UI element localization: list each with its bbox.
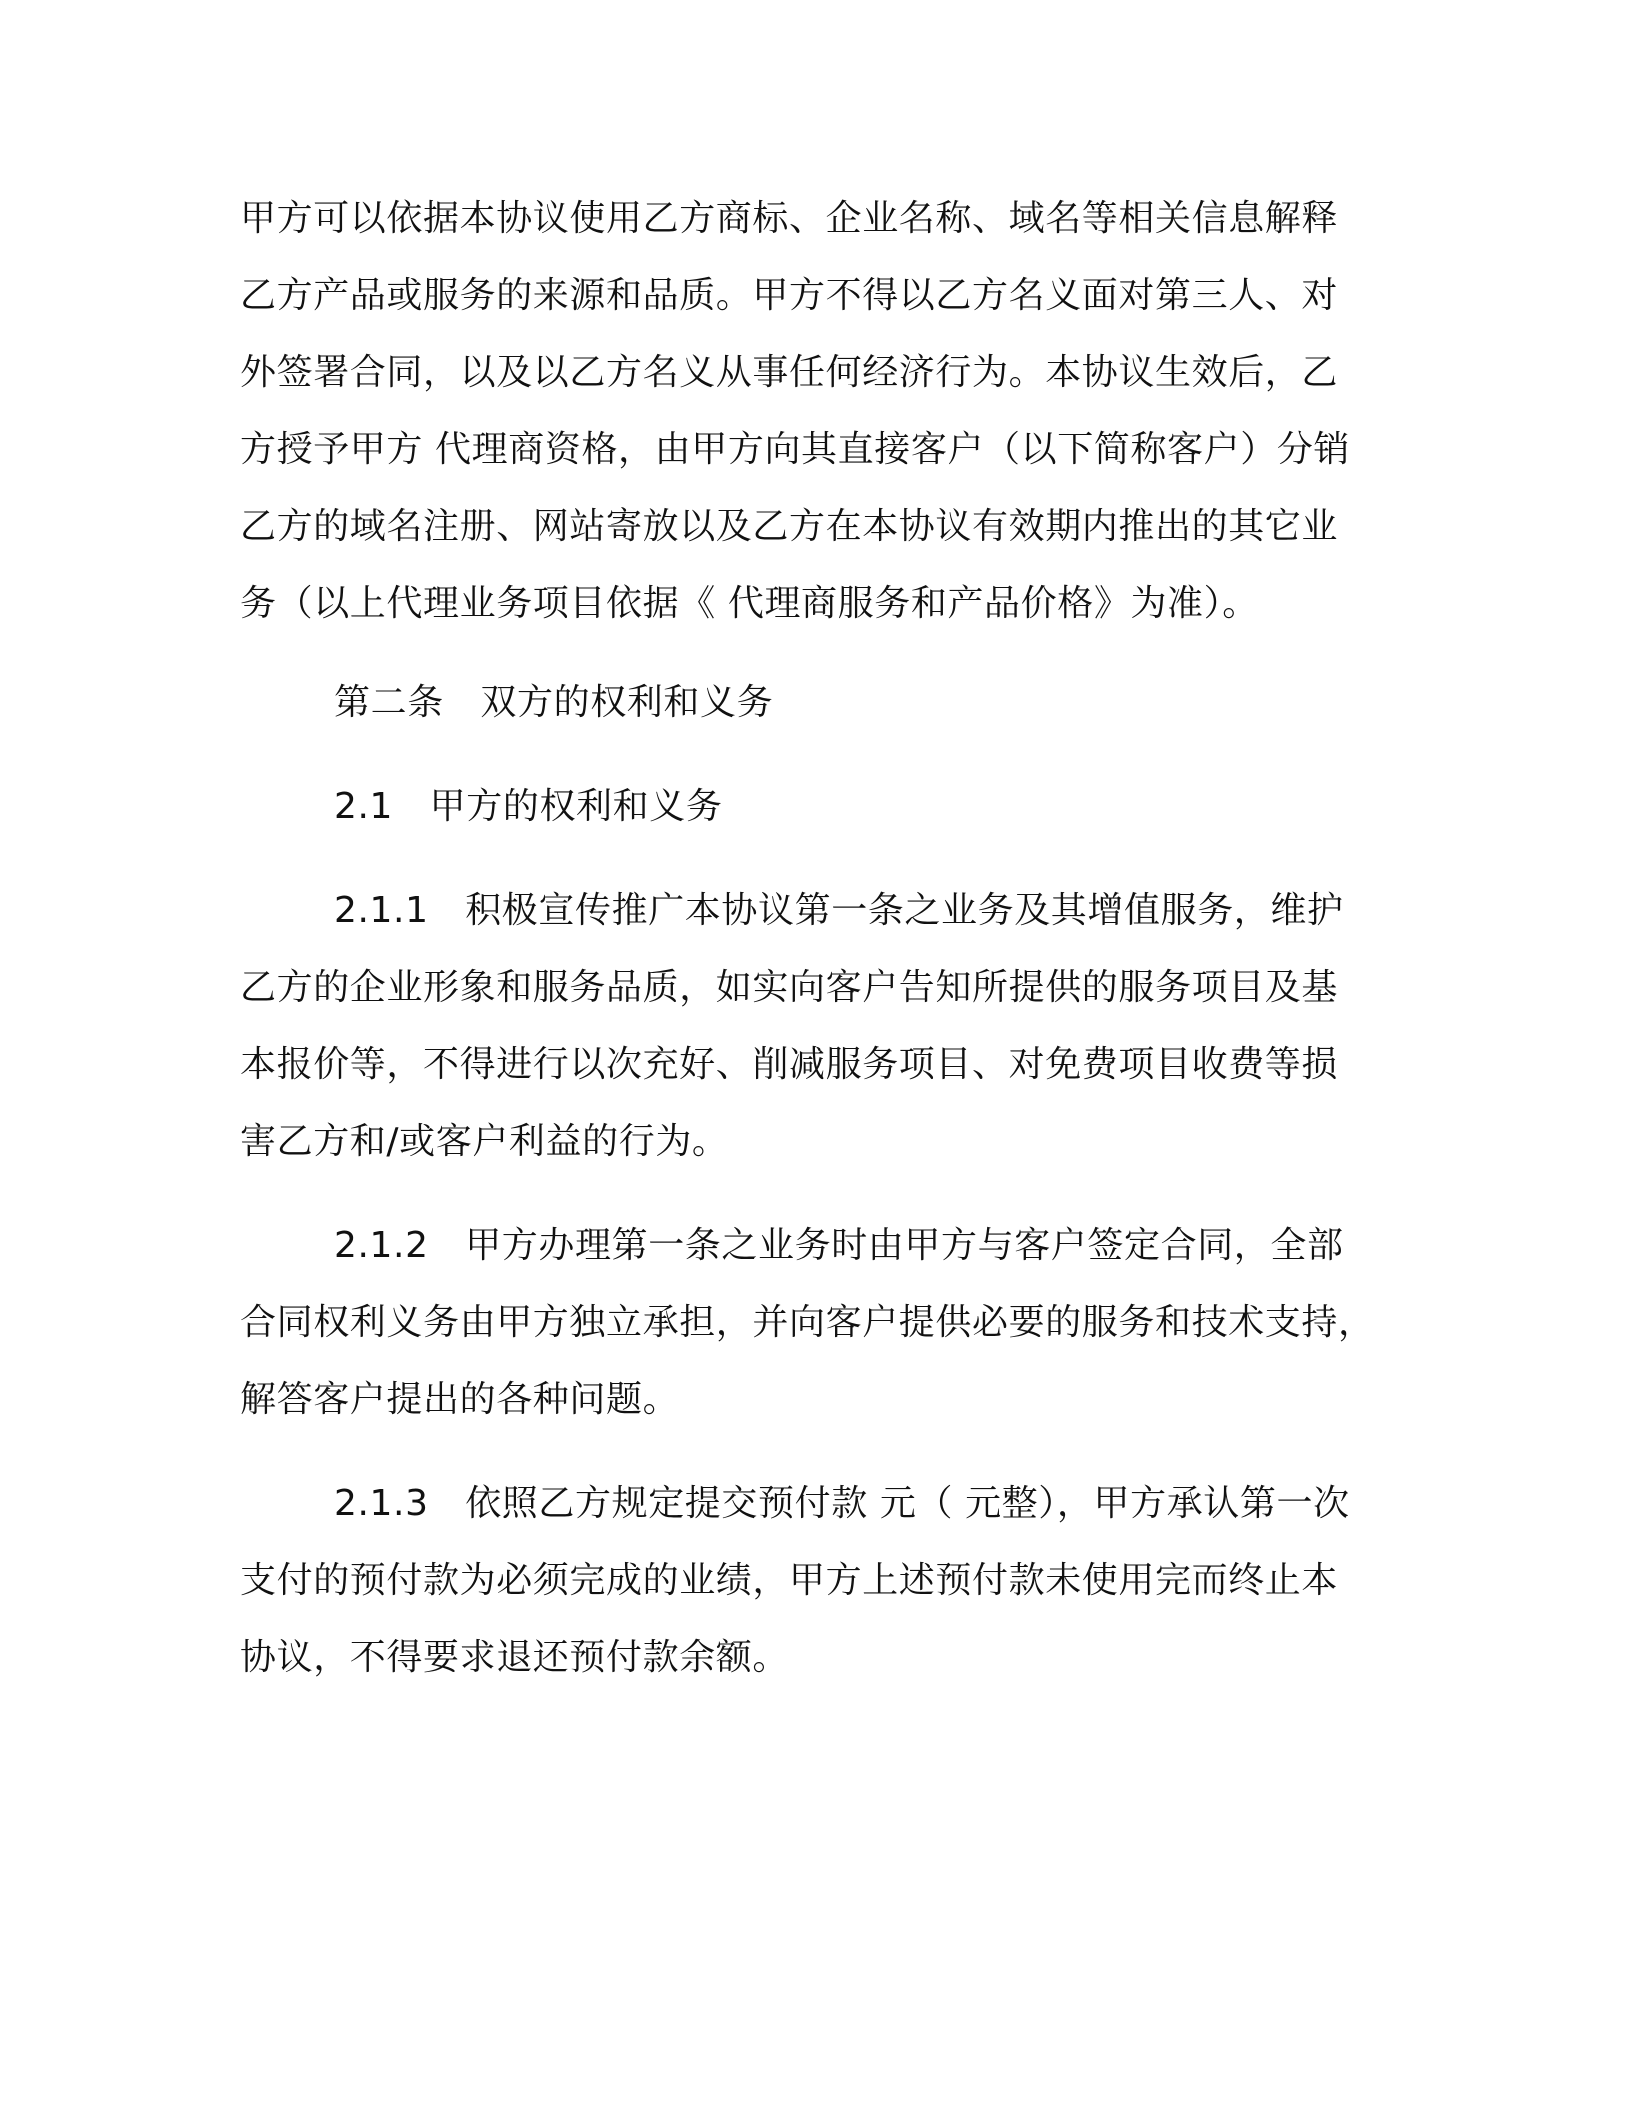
text-line: 乙方产品或服务的来源和品质。甲方不得以乙方名义面对第三人、对 xyxy=(240,275,1339,316)
text-line: 解答客户提出的各种问题。 xyxy=(240,1379,680,1420)
text-line: 方授予甲方 代理商资格，由甲方向其直接客户（以下简称客户）分销 xyxy=(240,429,1351,470)
clause-2-1-1-first-line: 2.1.1 积极宣传推广本协议第一条之业务及其增值服务，维护 xyxy=(334,890,1344,931)
subsection-heading: 2.1 甲方的权利和义务 xyxy=(334,786,723,827)
text-line: 务（以上代理业务项目依据《 代理商服务和产品价格》为准）。 xyxy=(240,583,1259,624)
text-line: 乙方的域名注册、网站寄放以及乙方在本协议有效期内推出的其它业 xyxy=(240,506,1339,547)
clause-2-1-3-first-line: 2.1.3 依照乙方规定提交预付款 元（ 元整），甲方承认第一次 xyxy=(334,1483,1350,1524)
text-line: 支付的预付款为必须完成的业绩，甲方上述预付款未使用完而终止本 xyxy=(240,1560,1339,1601)
text-line: 合同权利义务由甲方独立承担，并向客户提供必要的服务和技术支持， xyxy=(240,1302,1375,1343)
clause-2-1-2-first-line: 2.1.2 甲方办理第一条之业务时由甲方与客户签定合同，全部 xyxy=(334,1225,1344,1266)
section-heading: 第二条 双方的权利和义务 xyxy=(334,682,774,723)
text-line: 本报价等，不得进行以次充好、削减服务项目、对免费项目收费等损 xyxy=(240,1044,1339,1085)
text-line: 外签署合同，以及以乙方名义从事任何经济行为。本协议生效后，乙 xyxy=(240,352,1339,393)
text-line: 害乙方和/或客户利益的行为。 xyxy=(240,1121,729,1162)
text-line: 甲方可以依据本协议使用乙方商标、企业名称、域名等相关信息解释 xyxy=(240,198,1339,239)
text-line: 协议，不得要求退还预付款余额。 xyxy=(240,1637,790,1678)
text-line: 乙方的企业形象和服务品质，如实向客户告知所提供的服务项目及基 xyxy=(240,967,1339,1008)
